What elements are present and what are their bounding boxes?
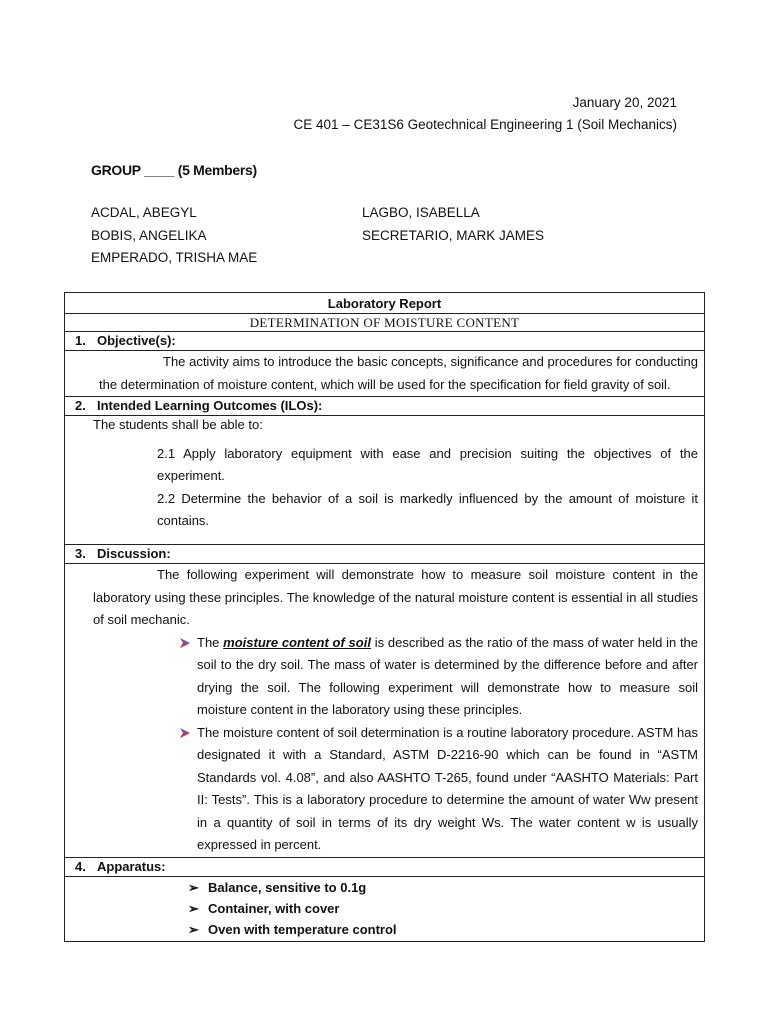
section-apparatus-body [65,876,705,941]
bullet-arrow-icon [179,722,197,857]
arrow-bullet-icon: ➢ [188,879,199,895]
member-name: EMPERADO, TRISHA MAE [91,250,258,265]
member-name: LAGBO, ISABELLA [362,205,480,220]
section-ilos-heading [65,397,705,416]
section-objectives-heading [65,332,705,351]
section-number: 2. [75,398,86,413]
ilo-item: 2.1 Apply laboratory equipment with ease and precision suiting the objectives of the experiment. [157,445,698,483]
member-name: BOBIS, ANGELIKA [91,228,207,243]
report-subtitle: DETERMINATION OF MOISTURE CONTENT [65,314,705,332]
apparatus-item: Balance, sensitive to 0.1g [208,879,367,895]
section-objectives-body [65,351,705,397]
section-number: 4. [75,858,86,874]
member-name: SECRETARIO, MARK JAMES [362,228,545,243]
discussion-intro: The following experiment will demonstrate how to measure soil moisture content in the laboratory using these principles. The knowledge of the natural moisture content is essential in all studies of soil mechanic. [93,567,698,627]
apparatus-item: Oven with temperature control [208,921,397,937]
member-name: ACDAL, ABEGYL [91,205,197,220]
emphasis-term: moisture content of soil [223,634,371,650]
ilo-item: 2.2 Determine the behavior of a soil is markedly influenced by the amount of moisture it contains. [157,490,698,528]
report-table [64,292,705,942]
list-item [188,898,698,919]
objectives-text: The activity aims to introduce the basic concepts, significance and procedures for conducting the determination of moisture content, which will be used for the specification for field gravity of soil. [99,354,698,392]
document-date: January 20, 2021 [572,95,677,110]
arrow-bullet-icon: ➢ [188,900,199,916]
section-discussion-body [65,564,705,858]
section-heading: Intended Learning Outcomes (ILOs): [97,398,323,413]
section-ilos-body [65,416,705,545]
discussion-bullet-text: The moisture content of soil determination is a routine laboratory procedure. ASTM has designated it with a Standard, ASTM D-2216-90 which can be found in “ASTM Standards vol. 4.08”, and also AASHTO T-265, found under “AASHTO Materials: Part II: Tests”. This is a laboratory procedure to determine the amount of water Ww present in a quantity of soil in terms of its dry weight Ws. The water content w is usually expressed in percent. [197,724,698,852]
ilos-intro: The students shall be able to: [93,417,263,432]
list-item [188,919,698,940]
apparatus-item: Container, with cover [208,900,340,916]
list-item [179,722,698,857]
section-heading: Apparatus: [97,858,166,874]
bullet-arrow-icon [179,632,197,722]
report-title: Laboratory Report [65,293,705,314]
discussion-bullet-text [197,632,698,722]
section-heading: Discussion: [97,546,171,561]
list-item [188,877,698,898]
text-run: is described as the ratio of the mass of water held in the soil to the dry soil. The mass of water is determined by the difference before and after drying the soil. The following experiment will demonstrate how to measure soil moisture content in the laboratory using these principles. [197,634,699,717]
section-heading: Objective(s): [97,333,176,348]
section-number: 3. [75,546,86,561]
group-title: GROUP ____ (5 Members) [91,162,257,178]
section-discussion-heading [65,545,705,564]
list-item [179,632,698,722]
arrow-bullet-icon: ➢ [188,921,199,937]
course-title: CE 401 – CE31S6 Geotechnical Engineering 1 (Soil Mechanics) [293,117,677,132]
text-run: The [197,634,224,650]
section-number: 1. [75,333,86,348]
section-apparatus-heading [65,857,705,876]
